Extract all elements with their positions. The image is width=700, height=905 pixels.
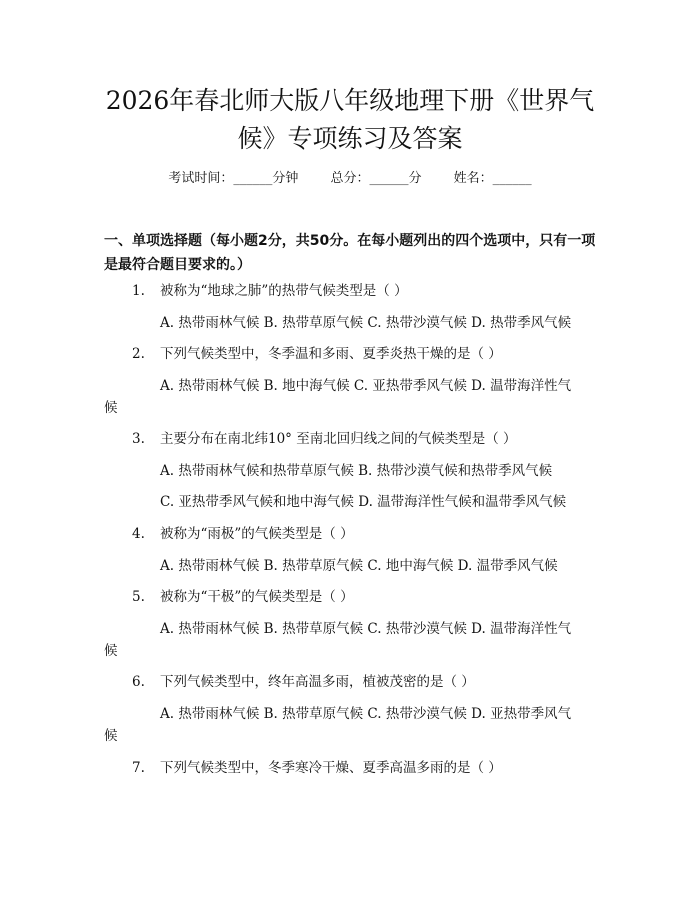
- question-5-options-wrap: 候: [104, 643, 118, 659]
- question-text: 被称为“干极”的气候类型是（ ）: [160, 589, 354, 605]
- question-number: 5.: [132, 589, 145, 605]
- question-text: 下列气候类型中，冬季温和多雨、夏季炎热干燥的是（ ）: [160, 346, 502, 362]
- question-number: 1.: [132, 283, 145, 299]
- title-line-1: 2026年春北师大版八年级地理下册《世界气: [105, 86, 595, 115]
- question-2-options: A. 热带雨林气候 B. 地中海气候 C. 亚热带季风气候 D. 温带海洋性气: [160, 378, 572, 394]
- question-6-options-wrap: 候: [104, 728, 118, 744]
- document-title: [60, 82, 640, 158]
- question-3-options-line-2: C. 亚热带季风气候和地中海气候 D. 温带海洋性气候和温带季风气候: [160, 494, 567, 510]
- question-5-options: A. 热带雨林气候 B. 热带草原气候 C. 热带沙漠气候 D. 温带海洋性气: [160, 621, 572, 637]
- exam-name: 姓名：______: [453, 171, 532, 186]
- exam-score: 总分：______分: [330, 171, 422, 186]
- title-line-2: 候》专项练习及答案: [237, 124, 463, 153]
- exam-time: 考试时间：______分钟: [168, 171, 299, 186]
- question-number: 4.: [132, 526, 145, 542]
- question-text: 被称为“雨极”的气候类型是（ ）: [160, 526, 354, 542]
- question-number: 6.: [132, 674, 145, 690]
- exam-info: [0, 170, 700, 188]
- question-text: 下列气候类型中，冬季寒冷干燥、夏季高温多雨的是（ ）: [160, 760, 502, 776]
- question-4-options: A. 热带雨林气候 B. 热带草原气候 C. 地中海气候 D. 温带季风气候: [160, 558, 558, 574]
- question-number: 2.: [132, 346, 145, 362]
- question-3-options-line-1: A. 热带雨林气候和热带草原气候 B. 热带沙漠气候和热带季风气候: [160, 463, 553, 479]
- question-text: 主要分布在南北纬10° 至南北回归线之间的气候类型是（ ）: [160, 431, 517, 447]
- question-text: 被称为“地球之肺”的热带气候类型是（ ）: [160, 283, 408, 299]
- question-6-options: A. 热带雨林气候 B. 热带草原气候 C. 热带沙漠气候 D. 亚热带季风气: [160, 706, 572, 722]
- section-heading-line-2: 是最符合题目要求的。）: [104, 257, 251, 273]
- question-text: 下列气候类型中，终年高温多雨，植被茂密的是（ ）: [160, 674, 475, 690]
- question-2-options-wrap: 候: [104, 400, 118, 416]
- question-1-options: A. 热带雨林气候 B. 热带草原气候 C. 热带沙漠气候 D. 热带季风气候: [160, 315, 572, 331]
- question-number: 7.: [132, 760, 145, 776]
- section-heading: [104, 229, 604, 277]
- section-heading-line-1: 一、单项选择题（每小题2分，共50分。在每小题列出的四个选项中，只有一项: [104, 233, 596, 249]
- question-number: 3.: [132, 431, 145, 447]
